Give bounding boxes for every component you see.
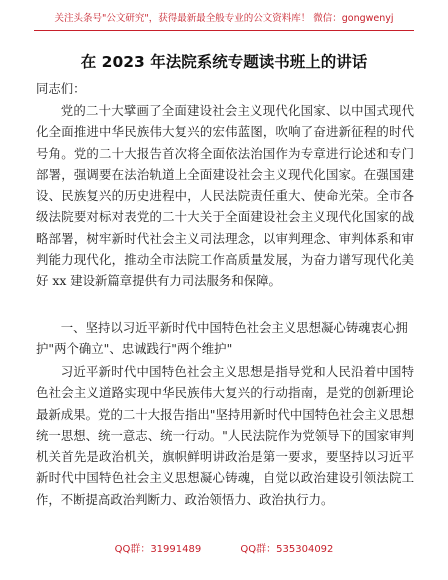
- header-banner: 关注头条号"公文研究"，获得最新最全般专业的公文资料库！ 微信：gongwenyj: [34, 8, 414, 31]
- salutation: 同志们：: [36, 81, 86, 96]
- document-title: 在 2023 年法院系统专题读书班上的讲话: [80, 53, 368, 71]
- body-paragraph-2: 习近平新时代中国特色社会主义思想是指导党和人民沿着中国特色社会主义道路实现中华民族伟大复兴的行动指南，是党的创新理论最新成果。党的二十大报告指出"坚持用新时代中国特色社会主义思想统一思想、统一意志、统一行动。"人民法院作为党领导下的国家审判机关首先是政治机关，旗帜鲜明讲政治是第一要求，要坚持以习近平新时代中国特色社会主义思想凝心铸魂，自觉以政治建设引领法院工作，不断提高政治判断力、政治领悟力、政治执行力。: [36, 364, 414, 507]
- body-paragraph-1: 党的二十大擘画了全面建设社会主义现代化国家、以中国式现代化全面推进中华民族伟大复兴的宏伟蓝图，吹响了奋进新征程的时代号角。党的二十大报告首次将全面依法治国作为专章进行论述和专门部署，强调要在法治轨道上全面建设社会主义现代化国家。在强国建设、民族复兴的历史进程中，人民法院责任重大、使命光荣。全市各级法院要对标对表党的二十大关于全面建设社会主义现代化国家的战略部署，树牢新时代社会主义司法理念，以审判理念、审判体系和审判能力现代化，推动全市法院工作高质量发展，为奋力谱写现代化美好 xx 建设新篇章提供有力司法服务和保障。: [36, 103, 414, 289]
- footer-contacts: [0, 540, 448, 555]
- footer-qq-group-1: QQ群：31991489: [114, 544, 202, 555]
- section-heading-1: 一、坚持以习近平新时代中国特色社会主义思想凝心铸魂衷心拥护"两个确立"、忠诚践行"两个维护": [36, 320, 408, 357]
- footer-qq-group-2: QQ群：535304092: [240, 544, 334, 555]
